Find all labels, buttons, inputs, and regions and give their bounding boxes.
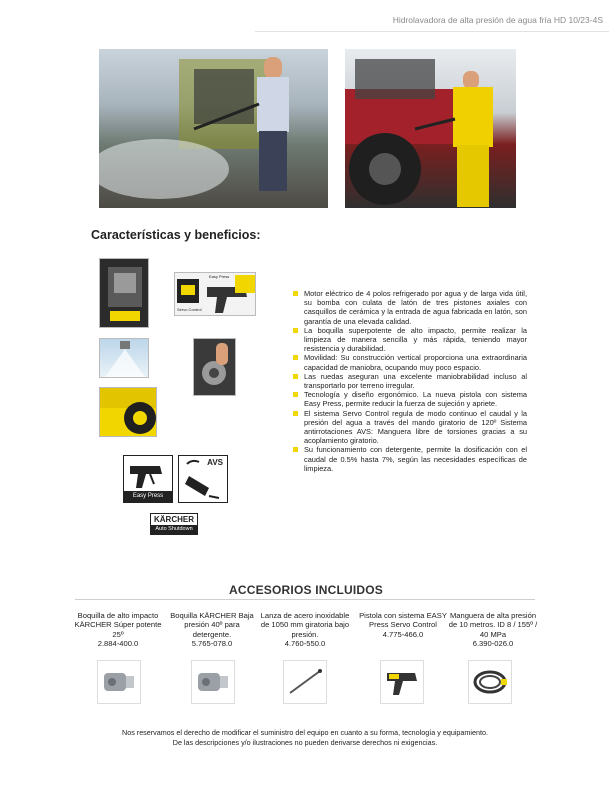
benefit-item: La boquilla superpotente de alto impacto, permite realizar la limpieza de manera sencilla y más rápida, teniendo mayor resistencia y durabilidad. (293, 326, 527, 354)
disclaimer-line-1: Nos reservamos el derecho de modificar el suministro del equipo en cuanto a su forma, tecnología y equipamiento. (122, 728, 488, 737)
knob-illustration (194, 339, 236, 396)
accessory-item (164, 611, 260, 649)
benefit-item: El sistema Servo Control regula de modo continuo el caudal y la presión del agua a través del mando giratorio de 120º Sistema antirrotaciones AVS: Manguera libre de torsiones gracias a su acoplamiento giratorio. (293, 409, 527, 446)
features-section-title: Características y beneficios: (91, 228, 261, 242)
accessory-item (445, 611, 541, 649)
accessory-code: 2.884-400.0 (97, 639, 139, 649)
gun-trigger-detail (174, 272, 256, 316)
accessory-item (257, 611, 353, 649)
easy-press-small-label: Easy Press (209, 274, 230, 279)
benefits-list (293, 289, 527, 473)
machine-engine-photo (99, 258, 149, 328)
accessory-code: 6.390-026.0 (472, 639, 514, 649)
benefit-item: Tecnología y diseño ergonómico. La nueva pistola con sistema Easy Press, permite reducir la fuerza de sujeción y apriete. (293, 390, 527, 408)
gun-icon (380, 660, 424, 704)
bullet-square-icon (293, 411, 298, 416)
accessory-item (355, 611, 451, 639)
hose-icon (468, 660, 512, 704)
servo-control-label: Servo Control (177, 307, 202, 312)
easy-press-badge (123, 455, 173, 503)
bullet-square-icon (293, 291, 298, 296)
wheel-photo (99, 387, 157, 437)
nozzle-40-illustration (192, 661, 234, 703)
accessory-description: Boquilla KÄRCHER Baja presión 40º para detergente. (170, 611, 254, 639)
disclaimer-line-2: De las descripciones y/o ilustraciones no pueden derivarse derechos ni exigencias. (172, 738, 438, 747)
accessory-description: Pistola con sistema EASY Press Servo Control (359, 611, 447, 630)
bullet-square-icon (293, 355, 298, 360)
accessories-divider (75, 599, 535, 600)
disclaimer-footer (70, 728, 540, 748)
nozzle-icon (97, 660, 141, 704)
benefit-item: Motor eléctrico de 4 polos refrigerado por agua y de larga vida útil, su bomba con culata de latón de tres pistones axiales con casquillos de cerámica y la entrada de agua fabricada en latón, son garantía de una elevada calidad. (293, 289, 527, 326)
accessory-code: 5.765-078.0 (191, 639, 233, 649)
wheel-illustration (100, 388, 157, 437)
accessory-description: Lanza de acero inoxidable de 1050 mm giratoria bajo presión. (260, 611, 350, 639)
document-header-title: Hidrolavadora de alta presión de agua fría HD 10/23-4S (392, 15, 603, 25)
benefit-item: Movilidad: Su construcción vertical proporciona una extraordinaria capacidad de maniobra, ocupando muy poco espacio. (293, 353, 527, 371)
bullet-square-icon (293, 328, 298, 333)
benefit-item: Su funcionamiento con detergente, permite la dosificación con el caudal de 0.5% hasta 7%, según las necesidades específicas de limpieza. (293, 445, 527, 473)
avs-badge-label: AVS (207, 458, 223, 467)
header-divider (255, 31, 609, 32)
photo-illustration-right (345, 49, 516, 208)
control-knob-photo (193, 338, 236, 396)
avs-badge (178, 455, 228, 503)
spray-illustration (100, 339, 149, 378)
photo-worker-washing-tractor (345, 49, 516, 208)
auto-shutdown-label: Auto Shutdown (151, 525, 197, 534)
hose-illustration (469, 661, 511, 703)
karcher-auto-shutdown-badge (150, 513, 198, 535)
accessory-code: 4.760-550.0 (284, 639, 326, 649)
accessory-code: 4.775-466.0 (382, 629, 424, 639)
accessory-description: Manguera de alta presión de 10 metros. ID 8 / 155º / 40 MPa (448, 611, 538, 639)
easy-press-badge-label: Easy Press (124, 491, 172, 502)
bullet-square-icon (293, 447, 298, 452)
engine-illustration (100, 259, 149, 328)
bullet-square-icon (293, 392, 298, 397)
benefit-item: Las ruedas aseguran una excelente maniobrabilidad incluso al transportarlo por terreno irregular. (293, 372, 527, 390)
lance-icon (283, 660, 327, 704)
accessories-title: ACCESORIOS INCLUIDOS (229, 583, 384, 597)
spray-nozzle-photo (99, 338, 149, 378)
nozzle-25-illustration (98, 661, 140, 703)
bullet-square-icon (293, 374, 298, 379)
photo-illustration-left (99, 49, 328, 208)
photo-worker-washing-loader (99, 49, 328, 208)
easy-press-icon (124, 456, 172, 492)
gun-illustration (381, 661, 423, 703)
nozzle-icon (191, 660, 235, 704)
accessory-description: Boquilla de alto impacto KÄRCHER Súper potente 25º (74, 611, 162, 639)
lance-illustration (284, 661, 326, 703)
karcher-logo-text: KÄRCHER (154, 515, 194, 524)
accessory-item (70, 611, 166, 649)
